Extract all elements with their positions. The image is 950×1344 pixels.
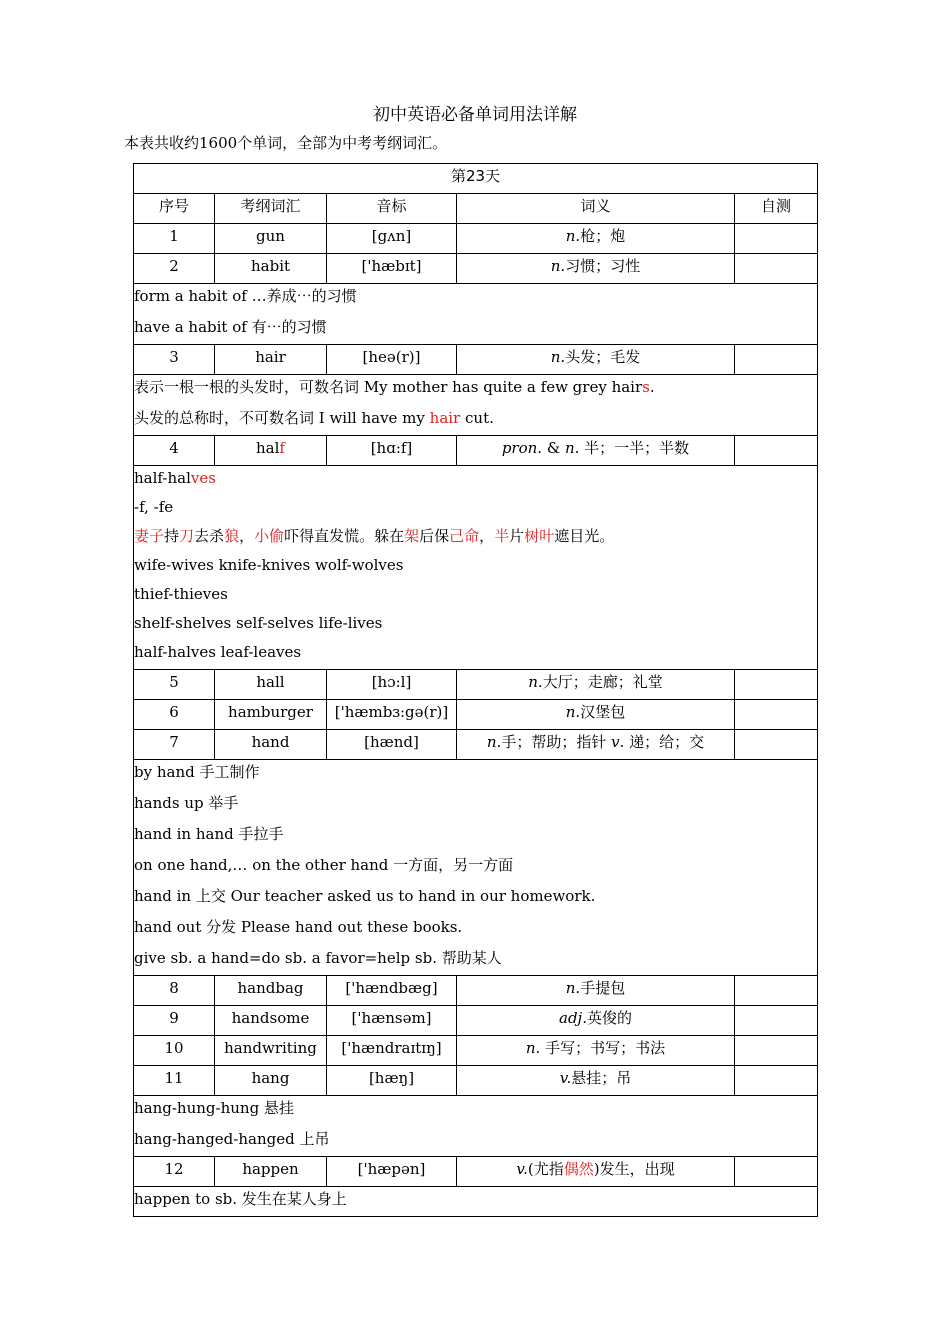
- part-of-speech: n.: [486, 733, 502, 751]
- word-meaning: [457, 345, 735, 375]
- word-entry: happen: [215, 1157, 327, 1187]
- document-title: 初中英语必备单词用法详解: [373, 105, 577, 125]
- note-text: 吓得直发慌。躲在: [284, 527, 405, 545]
- word-row-hamburger: [134, 700, 818, 730]
- note-line: by hand 手工制作: [134, 763, 260, 781]
- word-row-handwriting: [134, 1036, 818, 1066]
- note-text: ，: [239, 527, 255, 545]
- note-line: wife-wives knife-knives wolf-wolves: [134, 556, 404, 574]
- word-entry: handwriting: [215, 1036, 327, 1066]
- notes-row-habit: [134, 284, 818, 345]
- header-row: [134, 194, 818, 224]
- notes-row-hand: [134, 760, 818, 976]
- mnemonic-line: [134, 524, 817, 553]
- self-test-cell[interactable]: [735, 1157, 818, 1187]
- note-line: thief-thieves: [134, 585, 228, 603]
- note-line: happen to sb. 发生在某人身上: [134, 1190, 347, 1208]
- word-entry: handbag: [215, 976, 327, 1006]
- note-text: 遮目光。: [554, 527, 615, 545]
- word-number: 3: [134, 345, 215, 375]
- note-line: hand in 上交 Our teacher asked us to hand in our homework.: [134, 887, 596, 905]
- note-line: hand in hand 手拉手: [134, 825, 284, 843]
- note-line: half-halves leaf-leaves: [134, 643, 302, 661]
- note-text: ，: [479, 527, 495, 545]
- word-phonetic: [gʌn]: [327, 224, 457, 254]
- header-number: 序号: [134, 194, 215, 224]
- highlight-text: 妻子: [134, 527, 165, 545]
- self-test-cell[interactable]: [735, 730, 818, 760]
- word-phonetic: ['hæbɪt]: [327, 254, 457, 284]
- word-meaning: [457, 1157, 735, 1187]
- note-text: 头发的总称时，不可数名词 I will have my: [134, 409, 430, 427]
- day-label: 第23天: [134, 164, 818, 194]
- word-meaning: [457, 670, 735, 700]
- part-of-speech: n: [564, 439, 575, 457]
- part-of-speech: adj.: [559, 1009, 587, 1027]
- word-number: 7: [134, 730, 215, 760]
- notes-happen: [134, 1187, 818, 1217]
- meaning-text: 手写；书写；书法: [540, 1039, 666, 1057]
- vocabulary-table: [133, 163, 818, 1217]
- word-entry: hamburger: [215, 700, 327, 730]
- note-line: hands up 举手: [134, 794, 239, 812]
- note-line: [134, 466, 817, 495]
- meaning-text: 大厅；走廊；礼堂: [542, 673, 663, 691]
- meaning-text: . 递；给；交: [619, 733, 705, 751]
- self-test-cell[interactable]: [735, 976, 818, 1006]
- note-line: -f, -fe: [134, 498, 174, 516]
- word-row-gun: [134, 224, 818, 254]
- header-meaning: 词义: [457, 194, 735, 224]
- note-line: have a habit of 有⋯的习惯: [134, 318, 327, 336]
- word-phonetic: [hæŋ]: [327, 1066, 457, 1096]
- note-line: hang-hung-hung 悬挂: [134, 1099, 294, 1117]
- word-number: 5: [134, 670, 215, 700]
- highlight-text: 偶然: [563, 1160, 594, 1178]
- word-number: 12: [134, 1157, 215, 1187]
- highlight-text: 小偷: [254, 527, 285, 545]
- notes-row-hang: [134, 1096, 818, 1157]
- meaning-text: )发生，出现: [593, 1160, 675, 1178]
- note-text: cut.: [460, 409, 494, 427]
- word-entry: gun: [215, 224, 327, 254]
- word-entry: hall: [215, 670, 327, 700]
- meaning-text: 悬挂；吊: [571, 1069, 632, 1087]
- highlight-text: ves: [190, 469, 216, 487]
- part-of-speech: n.: [565, 227, 581, 245]
- word-number: 9: [134, 1006, 215, 1036]
- notes-hang: [134, 1096, 818, 1157]
- meaning-text: 习惯；习性: [565, 257, 641, 275]
- highlight-text: 树叶: [524, 527, 555, 545]
- notes-row-happen: [134, 1187, 818, 1217]
- part-of-speech: n.: [525, 1039, 541, 1057]
- word-row-hand: [134, 730, 818, 760]
- day-row: [134, 164, 818, 194]
- note-line: form a habit of …养成⋯的习惯: [134, 287, 357, 305]
- note-line: [134, 375, 817, 406]
- notes-row-hair: [134, 375, 818, 436]
- word-phonetic: ['hæpən]: [327, 1157, 457, 1187]
- note-line: hang-hanged-hanged 上吊: [134, 1130, 330, 1148]
- word-number: 11: [134, 1066, 215, 1096]
- part-of-speech: n.: [528, 673, 543, 691]
- meaning-text: . 半；一半；半数: [574, 439, 690, 457]
- intro-text: 本表共收约1600个单词，全部为中考考纲词汇。: [124, 134, 448, 152]
- part-of-speech: v.: [516, 1160, 528, 1178]
- highlight-text: hair: [429, 409, 461, 427]
- highlight-text: 刀: [179, 527, 195, 545]
- meaning-text: 汉堡包: [580, 703, 626, 721]
- word-entry: hand: [215, 730, 327, 760]
- self-test-cell[interactable]: [735, 700, 818, 730]
- word-entry: habit: [215, 254, 327, 284]
- word-entry: hang: [215, 1066, 327, 1096]
- highlight-text: s: [642, 378, 650, 396]
- word-phonetic: [hɑ:f]: [327, 436, 457, 466]
- word-phonetic: [heə(r)]: [327, 345, 457, 375]
- note-text: 表示一根一根的头发时，可数名词 My mother has quite a few grey hair: [134, 378, 643, 396]
- word-number: 6: [134, 700, 215, 730]
- word-number: 2: [134, 254, 215, 284]
- self-test-cell[interactable]: [735, 1006, 818, 1036]
- word-row-handsome: [134, 1006, 818, 1036]
- note-text: .: [649, 378, 655, 396]
- word-row-hang: [134, 1066, 818, 1096]
- meaning-text: 头发；毛发: [565, 348, 641, 366]
- notes-hand: [134, 760, 818, 976]
- word-phonetic: [hænd]: [327, 730, 457, 760]
- notes-half: [134, 466, 818, 670]
- word-number: 8: [134, 976, 215, 1006]
- word-meaning: [457, 436, 735, 466]
- word-meaning: [457, 1006, 735, 1036]
- part-of-speech: n.: [565, 703, 581, 721]
- self-test-cell[interactable]: [735, 436, 818, 466]
- word-entry: [215, 436, 327, 466]
- part-of-speech: n.: [550, 348, 566, 366]
- notes-habit: [134, 284, 818, 345]
- word-number: 4: [134, 436, 215, 466]
- meaning-text: 英俊的: [586, 1009, 632, 1027]
- note-line: hand out 分发 Please hand out these books.: [134, 918, 463, 936]
- word-meaning: [457, 254, 735, 284]
- part-of-speech: v: [611, 733, 620, 751]
- header-word: 考纲词汇: [215, 194, 327, 224]
- word-meaning: [457, 1036, 735, 1066]
- word-text: hal: [256, 439, 280, 457]
- highlight-text: 己命: [449, 527, 480, 545]
- part-of-speech: n.: [550, 257, 566, 275]
- self-test-cell[interactable]: [735, 345, 818, 375]
- highlight-text: 半: [494, 527, 510, 545]
- part-of-speech: v.: [559, 1069, 572, 1087]
- note-text: 持: [164, 527, 180, 545]
- part-of-speech: n.: [565, 979, 581, 997]
- header-self-test: 自测: [735, 194, 818, 224]
- word-row-happen: [134, 1157, 818, 1187]
- word-meaning: [457, 1066, 735, 1096]
- meaning-text: 手提包: [580, 979, 626, 997]
- header-phonetic: 音标: [327, 194, 457, 224]
- word-row-hall: [134, 670, 818, 700]
- meaning-text: (尤指: [527, 1160, 564, 1178]
- note-text: half-hal: [134, 469, 191, 487]
- word-phonetic: ['hæmbɜ:gə(r)]: [327, 700, 457, 730]
- word-phonetic: ['hændraɪtɪŋ]: [327, 1036, 457, 1066]
- meaning-text: 手；帮助；指针: [501, 733, 612, 751]
- word-entry: hair: [215, 345, 327, 375]
- word-phonetic: [hɔ:l]: [327, 670, 457, 700]
- word-meaning: [457, 700, 735, 730]
- word-number: 1: [134, 224, 215, 254]
- word-meaning: [457, 224, 735, 254]
- word-meaning: [457, 730, 735, 760]
- self-test-cell[interactable]: [735, 1066, 818, 1096]
- word-row-hair: [134, 345, 818, 375]
- word-row-habit: [134, 254, 818, 284]
- note-line: give sb. a hand=do sb. a favor=help sb. 帮助某人: [134, 949, 502, 967]
- highlight-text: 架: [404, 527, 420, 545]
- word-row-half: [134, 436, 818, 466]
- notes-row-half: [134, 466, 818, 670]
- word-entry: handsome: [215, 1006, 327, 1036]
- self-test-cell[interactable]: [735, 224, 818, 254]
- self-test-cell[interactable]: [735, 254, 818, 284]
- self-test-cell[interactable]: [735, 1036, 818, 1066]
- word-row-handbag: [134, 976, 818, 1006]
- word-phonetic: ['hændbæg]: [327, 976, 457, 1006]
- note-line: [134, 406, 817, 435]
- part-of-speech: pron.: [501, 439, 543, 457]
- word-number: 10: [134, 1036, 215, 1066]
- note-line: on one hand,… on the other hand 一方面，另一方面: [134, 856, 514, 874]
- self-test-cell[interactable]: [735, 670, 818, 700]
- notes-hair: [134, 375, 818, 436]
- word-phonetic: ['hænsəm]: [327, 1006, 457, 1036]
- note-text: 片: [509, 527, 525, 545]
- highlight-text: 狼: [224, 527, 240, 545]
- note-line: shelf-shelves self-selves life-lives: [134, 614, 383, 632]
- meaning-text: 枪；炮: [580, 227, 626, 245]
- meaning-text: &: [542, 439, 565, 457]
- highlight-text: f: [279, 439, 285, 457]
- note-text: 去杀: [194, 527, 225, 545]
- note-text: 后保: [419, 527, 450, 545]
- word-meaning: [457, 976, 735, 1006]
